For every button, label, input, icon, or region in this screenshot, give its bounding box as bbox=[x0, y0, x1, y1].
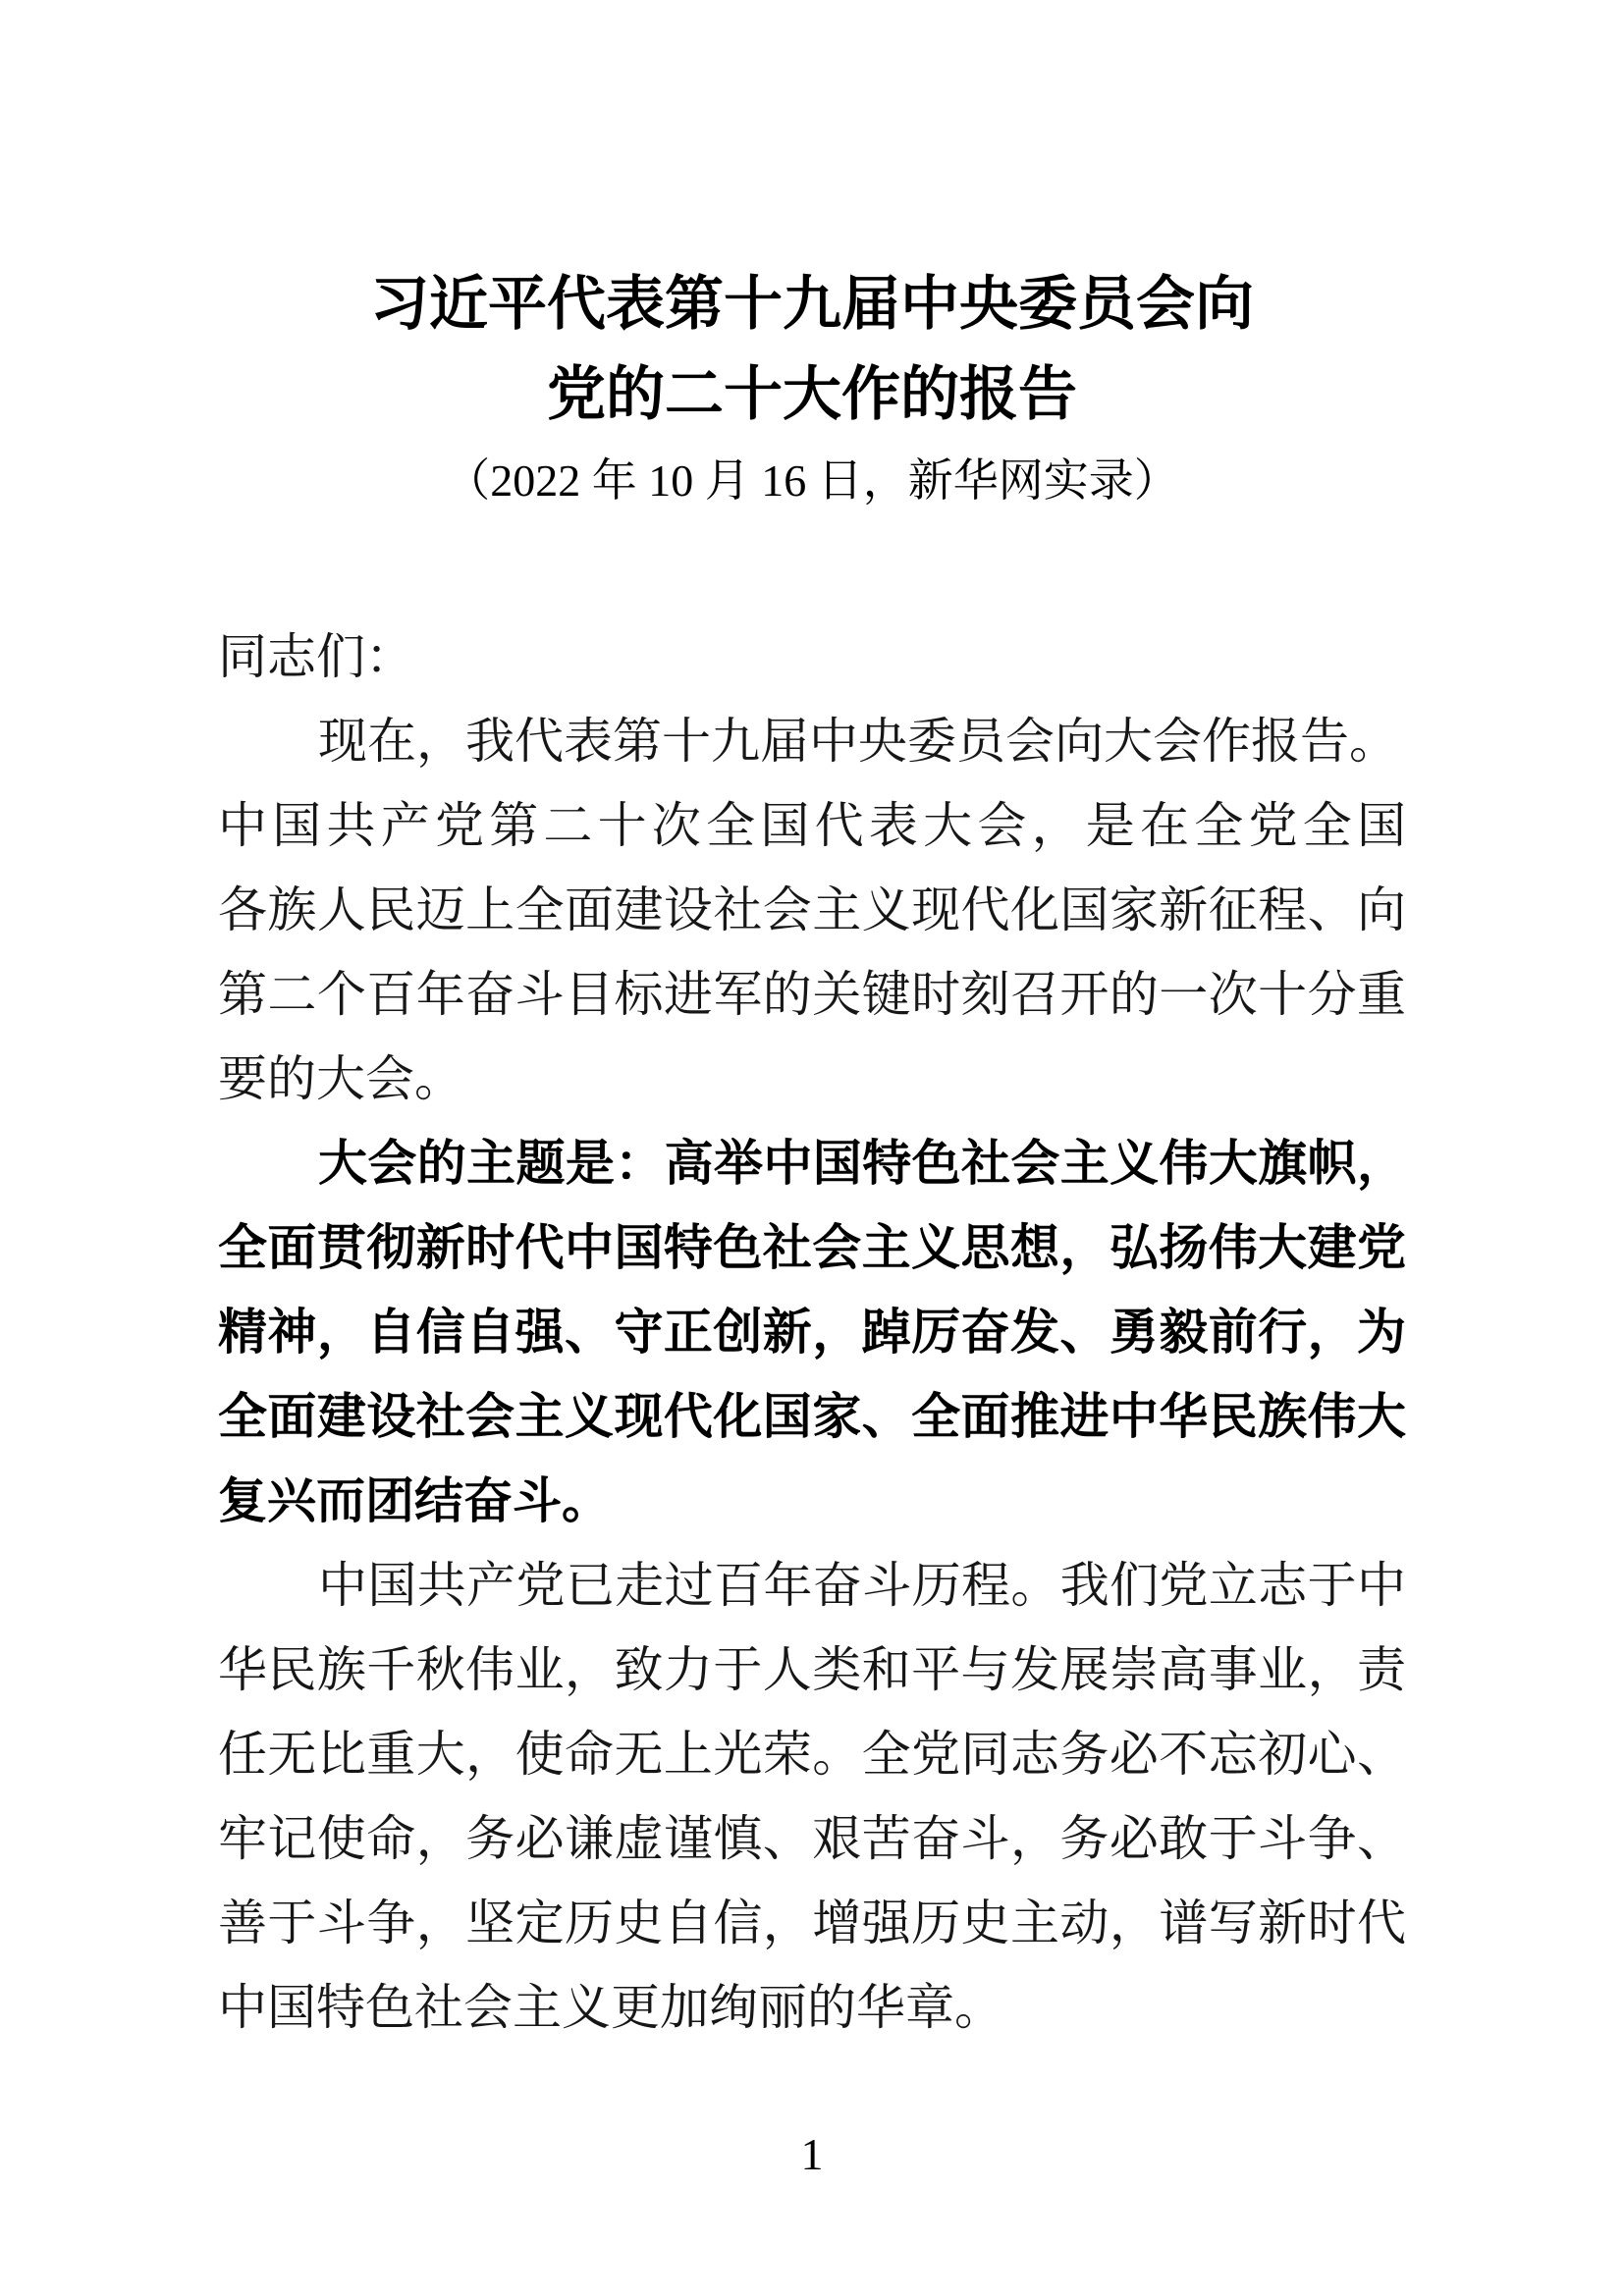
text-line: 现在，我代表第十九届中央委员会向大会作报告。 bbox=[318, 714, 1398, 769]
text-line: 要的大会。 bbox=[218, 1051, 463, 1106]
title-line-2: 党的二十大作的报告 bbox=[547, 361, 1077, 427]
text-line: 华民族千秋伟业，致力于人类和平与发展崇高事业，责 bbox=[218, 1642, 1406, 1697]
text-line: 任无比重大，使命无上光荣。全党同志务必不忘初心、 bbox=[218, 1727, 1406, 1782]
text-line: 中国共产党第二十次全国代表大会，是在全党全国 bbox=[218, 798, 1406, 853]
title-line-1: 习近平代表第十九届中央委员会向 bbox=[370, 271, 1254, 337]
text-line: 第二个百年奋斗目标进军的关键时刻召开的一次十分重 bbox=[218, 967, 1406, 1022]
text-line: 全面贯彻新时代中国特色社会主义思想，弘扬伟大建党 bbox=[218, 1220, 1406, 1275]
text-line: 牢记使命，务必谦虚谨慎、艰苦奋斗，务必敢于斗争、 bbox=[218, 1811, 1406, 1866]
document-body bbox=[218, 614, 1406, 2050]
text-line: 全面建设社会主义现代化国家、全面推进中华民族伟大 bbox=[218, 1389, 1406, 1444]
document-title bbox=[0, 259, 1624, 440]
page-number: 1 bbox=[800, 2129, 824, 2179]
text-line: 各族人民迈上全面建设社会主义现代化国家新征程、向 bbox=[218, 882, 1406, 937]
text-line: 大会的主题是：高举中国特色社会主义伟大旗帜， bbox=[318, 1136, 1406, 1191]
text-line: 中国特色社会主义更加绚丽的华章。 bbox=[218, 1980, 1003, 2035]
text-line: 精神，自信自强、守正创新，踔厉奋发、勇毅前行，为 bbox=[218, 1305, 1406, 1360]
text-line: 善于斗争，坚定历史自信，增强历史主动，谱写新时代 bbox=[218, 1896, 1406, 1950]
text-line: 复兴而团结奋斗。 bbox=[218, 1473, 611, 1528]
text-line: 同志们： bbox=[218, 629, 414, 684]
document-subtitle: （2022 年 10 月 16 日，新华网实录） bbox=[445, 455, 1179, 506]
text-line: 中国共产党已走过百年奋斗历程。我们党立志于中 bbox=[318, 1558, 1406, 1613]
